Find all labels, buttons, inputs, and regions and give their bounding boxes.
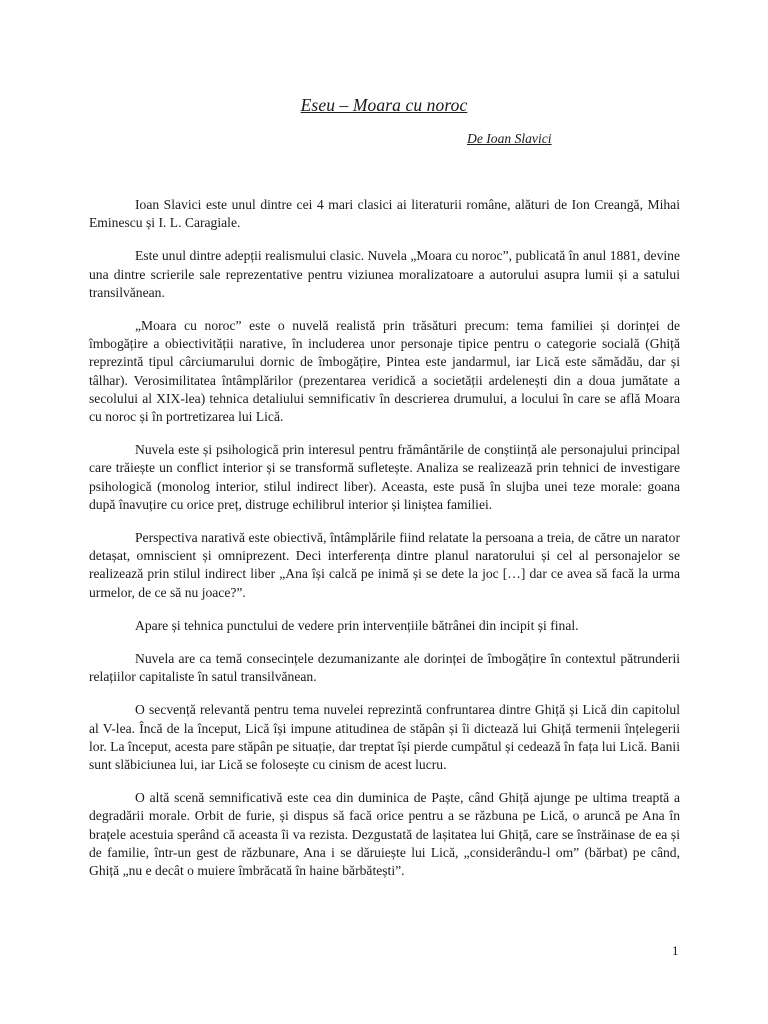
paragraph: „Moara cu noroc” este o nuvelă realistă prin trăsături precum: tema familiei și dorinței de îmbogățire a obiectivității narative, în includerea unor personaje tipice pentru o categorie socială (Ghiță reprezintă tipul cârciumarului dornic de îmbogățire, Pintea este jandarmul, iar Lică este sămădău, dar și tâlhar). Verosimilitatea întâmplărilor (prezentarea veridică a societății ardelenești din a doua jumătate a secolului al XIX-lea) tehnica detaliului semnificativ în descrierea drumului, a locului în care se află Moara cu noroc și în portretizarea lui Lică. [89,318,680,425]
paragraph: Ioan Slavici este unul dintre cei 4 mari clasici ai literaturii române, alături de Ion Creangă, Mihai Eminescu și I. L. Caragiale. [89,197,680,231]
paragraph: Apare și tehnica punctului de vedere prin intervențiile bătrânei din incipit și final. [135,617,579,633]
paragraph: O altă scenă semnificativă este cea din duminica de Paște, când Ghiță ajunge pe ultima treaptă a degradării morale. Orbit de furie, și dispus să facă orice pentru a se răzbuna pe Lică, o aruncă pe Ana în brațele acestuia sperând că aceasta îi va rezista. Dezgustată de lașitatea lui Ghiță, care se înstrăinase de ea și de familie, într-un gest de răzbunare, Ana i se dăruiește lui Lică, „considerându-l om” (bărbat) pe când, Ghiță „nu e decât o muiere îmbrăcată în haine bărbătești”. [89,790,680,879]
paragraph: Nuvela este și psihologică prin interesul pentru frământările de conștiință ale personajului principal care trăiește un conflict interior și se transformă sufletește. Analiza se realizează prin tehnici de investigare psihologică (monolog interior, stilul indirect liber). Aceasta, este pusă în slujba unei teze morale: goana după înavuțire cu orice preț, distruge echilibrul interior și liniștea familiei. [89,442,680,512]
paragraph: Perspectiva narativă este obiectivă, întâmplările fiind relatate la persoana a treia, de către un narator detașat, omniscient și omniprezent. Deci interferența dintre planul naratorului și cel al personajelor se realizează prin stilul indirect liber „Ana își calcă pe inimă și se dete la joc […] dar ce avea să facă la urma urmelor, de ce să nu joace?”. [89,530,680,600]
document-title: Eseu – Moara cu noroc [300,95,468,115]
page-number: 1 [672,943,679,958]
paragraph: Este unul dintre adepții realismului clasic. Nuvela „Moara cu noroc”, publicată în anul 1881, devine una dintre scrierile sale reprezentative pentru viziunea moralizatoare a autorului asupra lumii și a satului transilvănean. [89,248,680,300]
paragraph: Nuvela are ca temă consecințele dezumanizante ale dorinței de îmbogățire în contextul pătrunderii relațiilor capitaliste în satul transilvănean. [89,651,680,685]
document-author: De Ioan Slavici [467,131,552,146]
document-body [89,196,680,895]
paragraph: O secvență relevantă pentru tema nuvelei reprezintă confruntarea dintre Ghiță și Lică din capitolul al V-lea. Încă de la început, Lică își impune atitudinea de stăpân și îi dictează lui Ghiță termenii înțelegerii lor. La început, acesta pare stăpân pe situație, dar treptat își pierde cumpătul și cedează în fața lui Lică. Banii sunt slăbiciunea lui, iar Lică se folosește cu cinism de acest lucru. [89,702,680,773]
